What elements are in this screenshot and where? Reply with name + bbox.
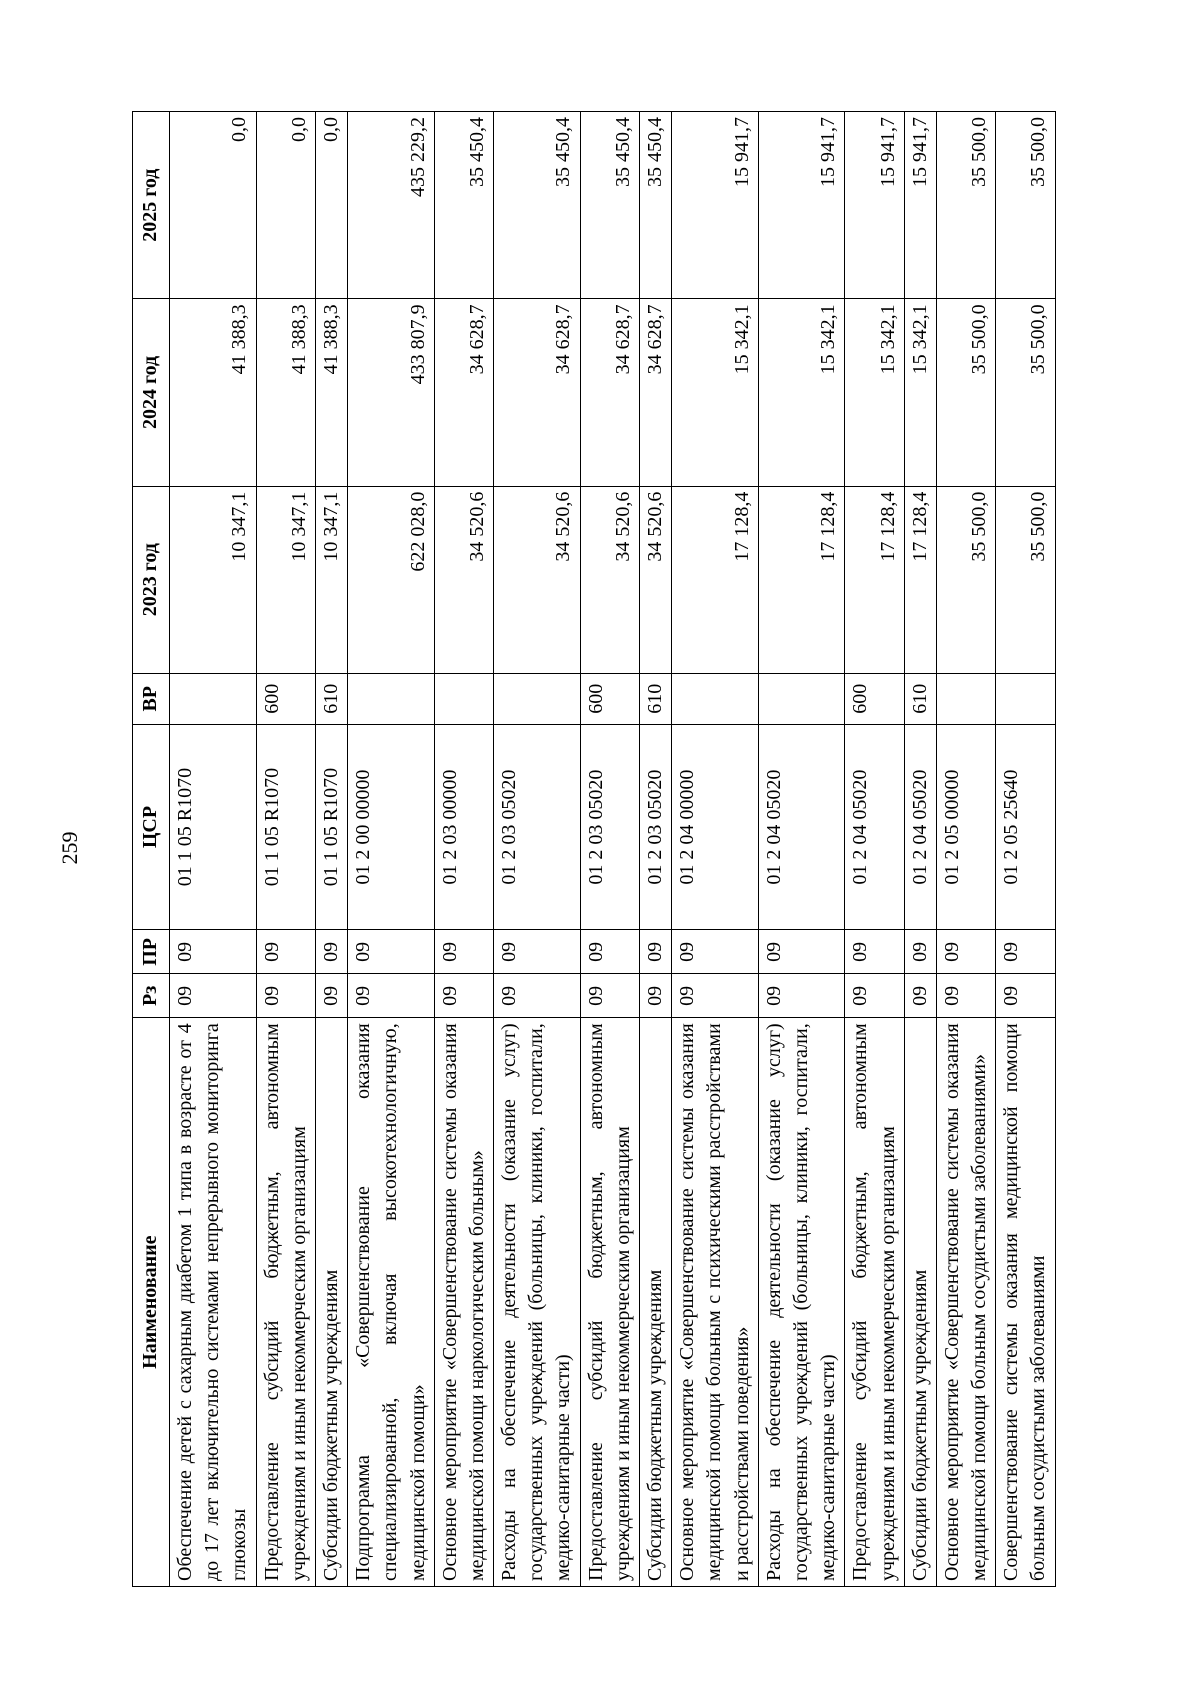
row-2024: 35 500,0 bbox=[996, 299, 1055, 486]
row-2023: 17 128,4 bbox=[845, 486, 904, 673]
row-csr: 01 2 04 00000 bbox=[672, 724, 759, 930]
table-row bbox=[904, 112, 936, 1587]
row-vr bbox=[434, 673, 493, 724]
row-pr: 09 bbox=[640, 930, 672, 974]
row-vr bbox=[672, 673, 759, 724]
row-rz: 09 bbox=[348, 974, 435, 1018]
row-name: Субсидии бюджетным учреждениям bbox=[640, 1018, 672, 1587]
row-pr: 09 bbox=[315, 930, 347, 974]
row-name: Основное мероприятие «Совершенствование системы оказания медицинской помощи наркологическим больным» bbox=[434, 1018, 493, 1587]
row-2024: 15 342,1 bbox=[845, 299, 904, 486]
row-vr bbox=[348, 673, 435, 724]
row-2025: 435 229,2 bbox=[348, 112, 435, 299]
table-row bbox=[845, 112, 904, 1587]
row-vr bbox=[170, 673, 257, 724]
table-row bbox=[580, 112, 639, 1587]
row-2025: 35 450,4 bbox=[434, 112, 493, 299]
row-2024: 15 342,1 bbox=[672, 299, 759, 486]
row-vr bbox=[494, 673, 581, 724]
row-vr bbox=[758, 673, 845, 724]
row-pr: 09 bbox=[170, 930, 257, 974]
row-vr: 610 bbox=[315, 673, 347, 724]
row-name: Совершенствование системы оказания медицинской помощи больным сосудистыми заболеваниями bbox=[996, 1018, 1055, 1587]
row-pr: 09 bbox=[672, 930, 759, 974]
row-name: Расходы на обеспечение деятельности (оказание услуг) государственных учреждений (больницы, клиники, госпитали, медико-санитарные части) bbox=[494, 1018, 581, 1587]
table-body bbox=[170, 112, 1056, 1587]
row-rz: 09 bbox=[845, 974, 904, 1018]
row-rz: 09 bbox=[256, 974, 315, 1018]
row-rz: 09 bbox=[580, 974, 639, 1018]
table-row bbox=[494, 112, 581, 1587]
row-vr bbox=[936, 673, 995, 724]
row-vr: 610 bbox=[640, 673, 672, 724]
row-csr: 01 2 03 05020 bbox=[494, 724, 581, 930]
row-pr: 09 bbox=[256, 930, 315, 974]
row-vr: 600 bbox=[256, 673, 315, 724]
row-2025: 15 941,7 bbox=[904, 112, 936, 299]
header-vr: ВР bbox=[133, 673, 170, 724]
table-row bbox=[996, 112, 1055, 1587]
row-2025: 35 500,0 bbox=[996, 112, 1055, 299]
page-number: 259 bbox=[57, 831, 82, 865]
header-2024: 2024 год bbox=[133, 299, 170, 486]
row-2023: 17 128,4 bbox=[904, 486, 936, 673]
table-row bbox=[170, 112, 257, 1587]
row-csr: 01 1 05 R1070 bbox=[315, 724, 347, 930]
row-2023: 35 500,0 bbox=[936, 486, 995, 673]
row-2025: 15 941,7 bbox=[845, 112, 904, 299]
row-vr bbox=[996, 673, 1055, 724]
row-pr: 09 bbox=[904, 930, 936, 974]
row-rz: 09 bbox=[936, 974, 995, 1018]
row-2023: 34 520,6 bbox=[494, 486, 581, 673]
row-2024: 41 388,3 bbox=[315, 299, 347, 486]
row-vr: 600 bbox=[845, 673, 904, 724]
row-rz: 09 bbox=[758, 974, 845, 1018]
row-csr: 01 2 04 05020 bbox=[904, 724, 936, 930]
row-2024: 34 628,7 bbox=[580, 299, 639, 486]
row-csr: 01 2 03 05020 bbox=[580, 724, 639, 930]
row-2024: 433 807,9 bbox=[348, 299, 435, 486]
row-csr: 01 1 05 R1070 bbox=[170, 724, 257, 930]
row-2023: 35 500,0 bbox=[996, 486, 1055, 673]
budget-table bbox=[132, 111, 1056, 1587]
row-pr: 09 bbox=[580, 930, 639, 974]
row-2024: 41 388,3 bbox=[170, 299, 257, 486]
header-rz: Рз bbox=[133, 974, 170, 1018]
row-2024: 34 628,7 bbox=[434, 299, 493, 486]
row-name: Обеспечение детей с сахарным диабетом 1 типа в возрасте от 4 до 17 лет включительно системами непрерывного мониторинга глюкозы bbox=[170, 1018, 257, 1587]
row-2023: 622 028,0 bbox=[348, 486, 435, 673]
table-row bbox=[256, 112, 315, 1587]
header-name: Наименование bbox=[133, 1018, 170, 1587]
row-csr: 01 2 00 00000 bbox=[348, 724, 435, 930]
row-2025: 15 941,7 bbox=[758, 112, 845, 299]
row-2025: 35 500,0 bbox=[936, 112, 995, 299]
row-2023: 10 347,1 bbox=[256, 486, 315, 673]
row-rz: 09 bbox=[996, 974, 1055, 1018]
row-rz: 09 bbox=[672, 974, 759, 1018]
header-pr: ПР bbox=[133, 930, 170, 974]
row-2025: 35 450,4 bbox=[580, 112, 639, 299]
row-csr: 01 2 04 05020 bbox=[758, 724, 845, 930]
table-row bbox=[758, 112, 845, 1587]
row-2023: 34 520,6 bbox=[434, 486, 493, 673]
row-rz: 09 bbox=[494, 974, 581, 1018]
row-pr: 09 bbox=[494, 930, 581, 974]
row-name: Субсидии бюджетным учреждениям bbox=[904, 1018, 936, 1587]
row-name: Предоставление субсидий бюджетным, автономным учреждениям и иным некоммерческим организациям bbox=[580, 1018, 639, 1587]
row-name: Основное мероприятие «Совершенствование системы оказания медицинской помощи больным с психическими расстройствами и расстройствами поведения» bbox=[672, 1018, 759, 1587]
row-rz: 09 bbox=[170, 974, 257, 1018]
row-pr: 09 bbox=[936, 930, 995, 974]
row-csr: 01 2 03 00000 bbox=[434, 724, 493, 930]
row-name: Расходы на обеспечение деятельности (оказание услуг) государственных учреждений (больницы, клиники, госпитали, медико-санитарные части) bbox=[758, 1018, 845, 1587]
row-csr: 01 2 03 05020 bbox=[640, 724, 672, 930]
row-2024: 41 388,3 bbox=[256, 299, 315, 486]
row-pr: 09 bbox=[758, 930, 845, 974]
row-2023: 34 520,6 bbox=[580, 486, 639, 673]
row-name: Предоставление субсидий бюджетным, автономным учреждениям и иным некоммерческим организациям bbox=[256, 1018, 315, 1587]
row-2023: 10 347,1 bbox=[315, 486, 347, 673]
row-pr: 09 bbox=[845, 930, 904, 974]
table-row bbox=[434, 112, 493, 1587]
row-name: Основное мероприятие «Совершенствование системы оказания медицинской помощи больным сосудистыми заболеваниями» bbox=[936, 1018, 995, 1587]
table-row bbox=[348, 112, 435, 1587]
table-row bbox=[672, 112, 759, 1587]
header-2025: 2025 год bbox=[133, 112, 170, 299]
row-2025: 35 450,4 bbox=[640, 112, 672, 299]
row-name: Предоставление субсидий бюджетным, автономным учреждениям и иным некоммерческим организациям bbox=[845, 1018, 904, 1587]
row-2023: 17 128,4 bbox=[758, 486, 845, 673]
row-name: Подпрограмма «Совершенствование оказания специализированной, включая высокотехнологичную, медицинской помощи» bbox=[348, 1018, 435, 1587]
row-rz: 09 bbox=[904, 974, 936, 1018]
row-pr: 09 bbox=[996, 930, 1055, 974]
row-csr: 01 1 05 R1070 bbox=[256, 724, 315, 930]
row-2025: 0,0 bbox=[315, 112, 347, 299]
row-pr: 09 bbox=[348, 930, 435, 974]
header-csr: ЦСР bbox=[133, 724, 170, 930]
row-rz: 09 bbox=[640, 974, 672, 1018]
row-2025: 0,0 bbox=[170, 112, 257, 299]
row-2025: 0,0 bbox=[256, 112, 315, 299]
row-name: Субсидии бюджетным учреждениям bbox=[315, 1018, 347, 1587]
row-2023: 17 128,4 bbox=[672, 486, 759, 673]
row-rz: 09 bbox=[315, 974, 347, 1018]
row-2024: 15 342,1 bbox=[758, 299, 845, 486]
row-2024: 35 500,0 bbox=[936, 299, 995, 486]
row-2024: 34 628,7 bbox=[494, 299, 581, 486]
table-row bbox=[315, 112, 347, 1587]
header-2023: 2023 год bbox=[133, 486, 170, 673]
row-2024: 34 628,7 bbox=[640, 299, 672, 486]
table-row bbox=[936, 112, 995, 1587]
row-csr: 01 2 05 00000 bbox=[936, 724, 995, 930]
row-2025: 35 450,4 bbox=[494, 112, 581, 299]
row-vr: 600 bbox=[580, 673, 639, 724]
row-2024: 15 342,1 bbox=[904, 299, 936, 486]
row-2025: 15 941,7 bbox=[672, 112, 759, 299]
table-row bbox=[640, 112, 672, 1587]
row-pr: 09 bbox=[434, 930, 493, 974]
row-csr: 01 2 04 05020 bbox=[845, 724, 904, 930]
row-csr: 01 2 05 25640 bbox=[996, 724, 1055, 930]
row-rz: 09 bbox=[434, 974, 493, 1018]
rotated-table-container bbox=[132, 111, 1050, 1587]
row-2023: 10 347,1 bbox=[170, 486, 257, 673]
table-header-row bbox=[133, 112, 170, 1587]
row-2023: 34 520,6 bbox=[640, 486, 672, 673]
row-vr: 610 bbox=[904, 673, 936, 724]
